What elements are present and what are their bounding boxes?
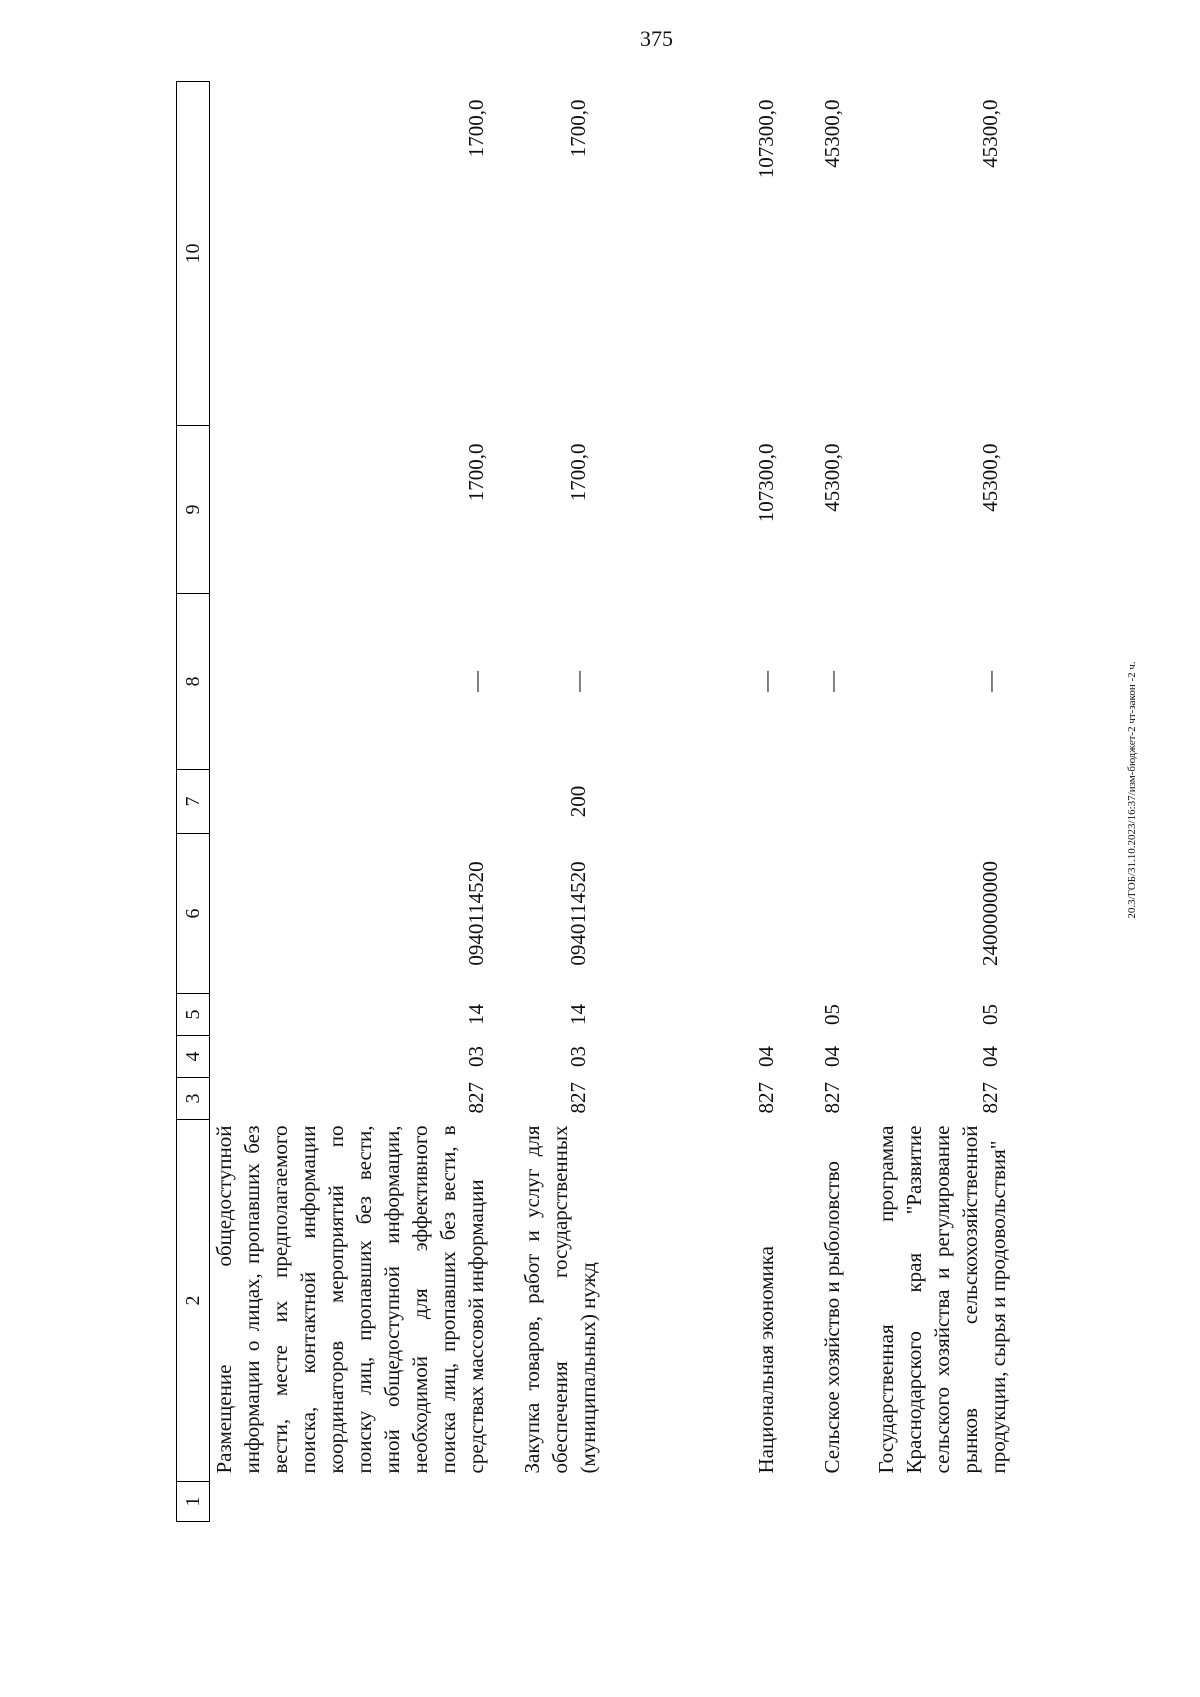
cell-col7 xyxy=(780,770,846,834)
cell-col7 xyxy=(210,770,491,834)
budget-table xyxy=(176,81,1144,1522)
cell-col3: 827 xyxy=(978,1082,1002,1114)
cell-description: Закупка товаров, работ и услуг для обеспечения государственных (муниципальных) нужд xyxy=(520,1125,600,1474)
cell-col7: 200 xyxy=(566,785,590,818)
cell-col6 xyxy=(702,834,780,994)
col-header-1: 1 xyxy=(177,1482,210,1522)
cell-col3: 827 xyxy=(464,1082,488,1114)
cell-col8: — xyxy=(566,671,590,692)
cell-description: Размещение общедоступной информации о лицах, пропавших без вести, месте их предполагаемого поиска, контактной информации координаторов мероприятий по поиску лиц, пропавших без вести, иной общедоступной информации, необходимой для эффективного поиска лиц, пропавших без вести, в средствах массовой информации xyxy=(212,1125,488,1474)
cell-col4: 04 xyxy=(754,1046,778,1067)
col-header-10: 10 xyxy=(177,82,210,426)
table-row xyxy=(702,82,780,1522)
cell-col8: — xyxy=(754,671,778,692)
col-header-8: 8 xyxy=(177,594,210,770)
cell-col1 xyxy=(490,1482,702,1522)
cell-col10: 1700,0 xyxy=(464,99,488,158)
col-header-5: 5 xyxy=(177,994,210,1036)
cell-col9: 1700,0 xyxy=(566,443,590,502)
cell-col8: — xyxy=(978,671,1002,692)
col-header-9: 9 xyxy=(177,426,210,594)
cell-col10: 45300,0 xyxy=(978,99,1002,168)
cell-col6: 0940114520 xyxy=(566,861,590,966)
cell-col3: 827 xyxy=(566,1082,590,1114)
footer-code-text: 20.3/ГОБ/31.10.2023/16:37/изм-бюджет-2 чт-закон -2 ч. xyxy=(1126,661,1138,919)
cell-col7 xyxy=(846,770,1144,834)
cell-col8: — xyxy=(464,671,488,692)
col-header-3: 3 xyxy=(177,1078,210,1120)
cell-col9: 1700,0 xyxy=(464,443,488,502)
cell-col5: 14 xyxy=(464,1004,488,1025)
cell-col9: 45300,0 xyxy=(978,443,1002,512)
table-row xyxy=(210,82,491,1522)
table-row xyxy=(780,82,846,1522)
cell-col10: 1700,0 xyxy=(566,99,590,158)
cell-col6: 0940114520 xyxy=(464,861,488,966)
cell-col1 xyxy=(702,1482,780,1522)
cell-col1 xyxy=(846,1482,1144,1522)
cell-description: Государственная программа Краснодарского края "Развитие сельского хозяйства и регулирование рынков сельскохозяйственной продукции, сырья и продовольствия" xyxy=(874,1125,1010,1474)
cell-col5: 05 xyxy=(820,1004,844,1025)
rotated-table-container xyxy=(176,82,1026,1522)
table-row xyxy=(846,82,1144,1522)
cell-col10: 107300,0 xyxy=(754,99,778,179)
cell-col9: 107300,0 xyxy=(754,443,778,523)
cell-col4: 03 xyxy=(566,1046,590,1067)
cell-col4: 04 xyxy=(978,1046,1002,1067)
cell-col6 xyxy=(780,834,846,994)
col-header-7: 7 xyxy=(177,770,210,834)
cell-col3: 827 xyxy=(820,1082,844,1114)
col-header-4: 4 xyxy=(177,1036,210,1078)
cell-description: Сельское хозяйство и рыболовство xyxy=(820,1161,844,1474)
cell-description: Национальная экономика xyxy=(754,1246,778,1474)
cell-col5: 14 xyxy=(566,1004,590,1025)
cell-col4: 04 xyxy=(820,1046,844,1067)
cell-col8: — xyxy=(820,671,844,692)
col-header-2: 2 xyxy=(177,1120,210,1482)
cell-col10: 45300,0 xyxy=(820,99,844,168)
cell-col4: 03 xyxy=(464,1046,488,1067)
table-row xyxy=(490,82,702,1522)
page-number: 375 xyxy=(640,26,673,51)
cell-col1 xyxy=(780,1482,846,1522)
cell-col9: 45300,0 xyxy=(820,443,844,512)
cell-col6: 2400000000 xyxy=(978,861,1002,966)
cell-col5: 05 xyxy=(978,1004,1002,1025)
cell-col5 xyxy=(702,994,780,1036)
col-header-6: 6 xyxy=(177,834,210,994)
cell-col3: 827 xyxy=(754,1082,778,1114)
cell-col7 xyxy=(702,770,780,834)
table-header-row xyxy=(177,82,210,1522)
cell-col1 xyxy=(210,1482,491,1522)
